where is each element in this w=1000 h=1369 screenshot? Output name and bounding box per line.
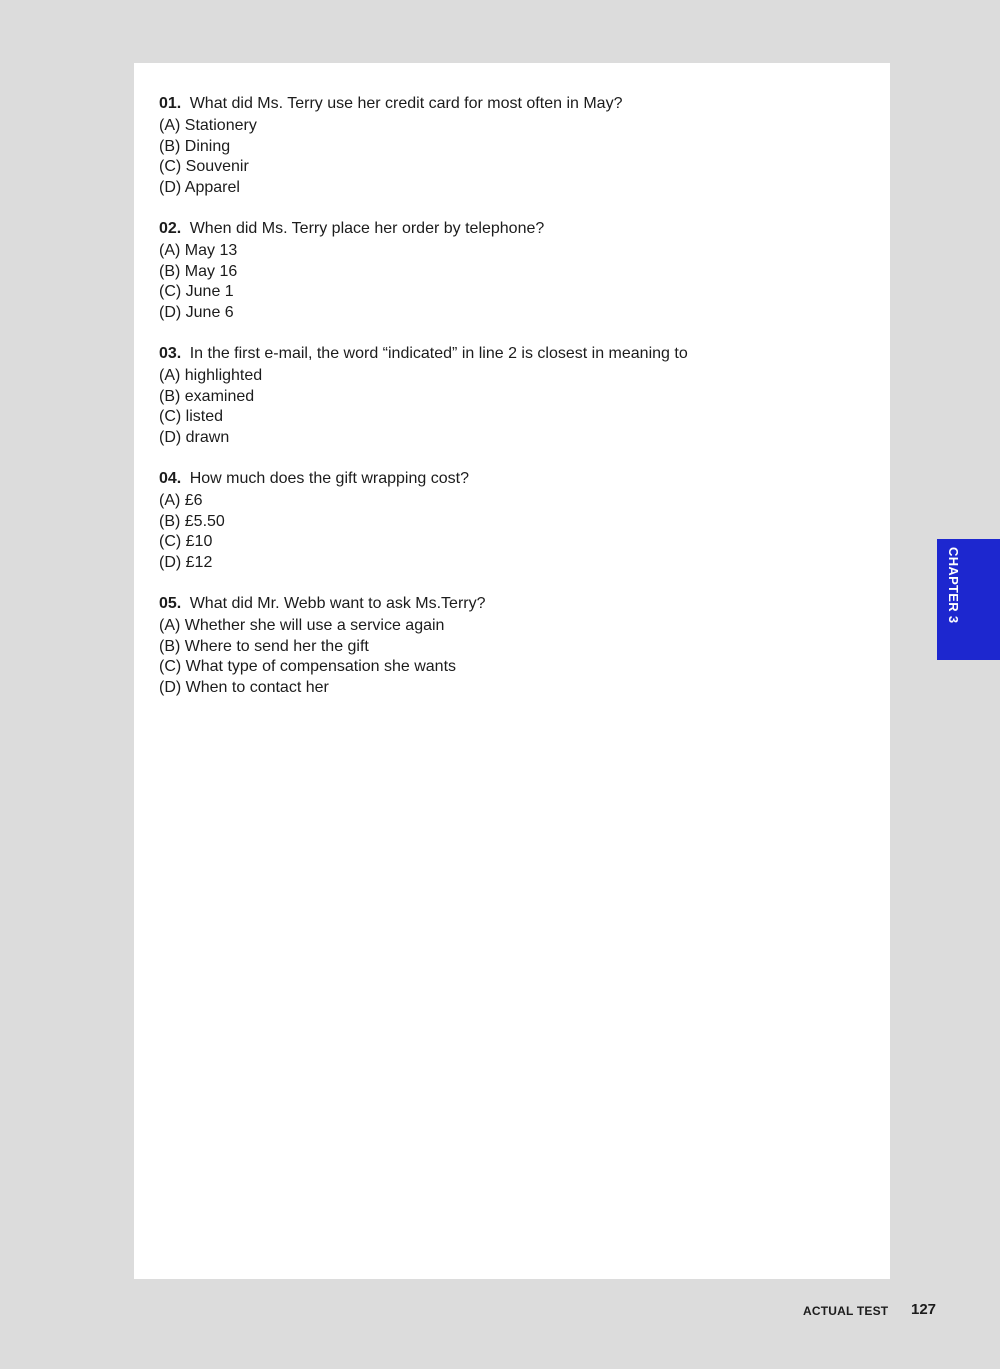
option-b: (B) examined <box>159 387 255 405</box>
option-b: (B) Where to send her the gift <box>159 637 369 655</box>
question-text: In the first e-mail, the word “indicated” in line 2 is closest in meaning to <box>189 345 688 362</box>
option-b: (B) Dining <box>159 137 231 155</box>
question-stem <box>159 343 859 365</box>
question-stem <box>159 93 859 115</box>
option-a: (A) Stationery <box>159 117 257 134</box>
option-c: (C) listed <box>159 408 224 425</box>
option-d: (D) Apparel <box>159 178 240 196</box>
option-a: (A) Whether she will use a service again <box>159 617 445 634</box>
page-sheet <box>134 63 890 1279</box>
question-03 <box>159 343 859 448</box>
page-number: 127 <box>911 1301 937 1318</box>
question-stem <box>159 593 859 615</box>
question-02 <box>159 218 859 323</box>
footer-section-title: ACTUAL TEST <box>803 1304 889 1318</box>
option-a: (A) May 13 <box>159 242 238 259</box>
question-stem <box>159 218 859 240</box>
option-b: (B) May 16 <box>159 262 238 280</box>
option-c: (C) What type of compensation she wants <box>159 658 457 675</box>
question-number: 05. <box>159 595 182 612</box>
chapter-tab <box>937 539 1000 660</box>
chapter-label: CHAPTER 3 <box>946 547 961 624</box>
question-text: What did Mr. Webb want to ask Ms.Terry? <box>189 595 486 612</box>
question-number: 04. <box>159 470 182 487</box>
option-d: (D) £12 <box>159 553 213 571</box>
option-b: (B) £5.50 <box>159 512 225 530</box>
option-c: (C) £10 <box>159 533 213 550</box>
question-list <box>159 93 859 718</box>
question-number: 03. <box>159 345 182 362</box>
question-text: What did Ms. Terry use her credit card for most often in May? <box>189 95 623 112</box>
option-c: (C) June 1 <box>159 283 234 300</box>
option-d: (D) June 6 <box>159 303 234 321</box>
question-text: How much does the gift wrapping cost? <box>189 470 469 487</box>
question-01 <box>159 93 859 198</box>
option-a: (A) £6 <box>159 492 203 509</box>
option-d: (D) drawn <box>159 428 230 446</box>
option-d: (D) When to contact her <box>159 678 329 696</box>
question-text: When did Ms. Terry place her order by telephone? <box>189 220 545 237</box>
question-number: 01. <box>159 95 182 112</box>
question-number: 02. <box>159 220 182 237</box>
question-05 <box>159 593 859 698</box>
option-a: (A) highlighted <box>159 367 263 384</box>
option-c: (C) Souvenir <box>159 158 249 175</box>
question-04 <box>159 468 859 573</box>
question-stem <box>159 468 859 490</box>
